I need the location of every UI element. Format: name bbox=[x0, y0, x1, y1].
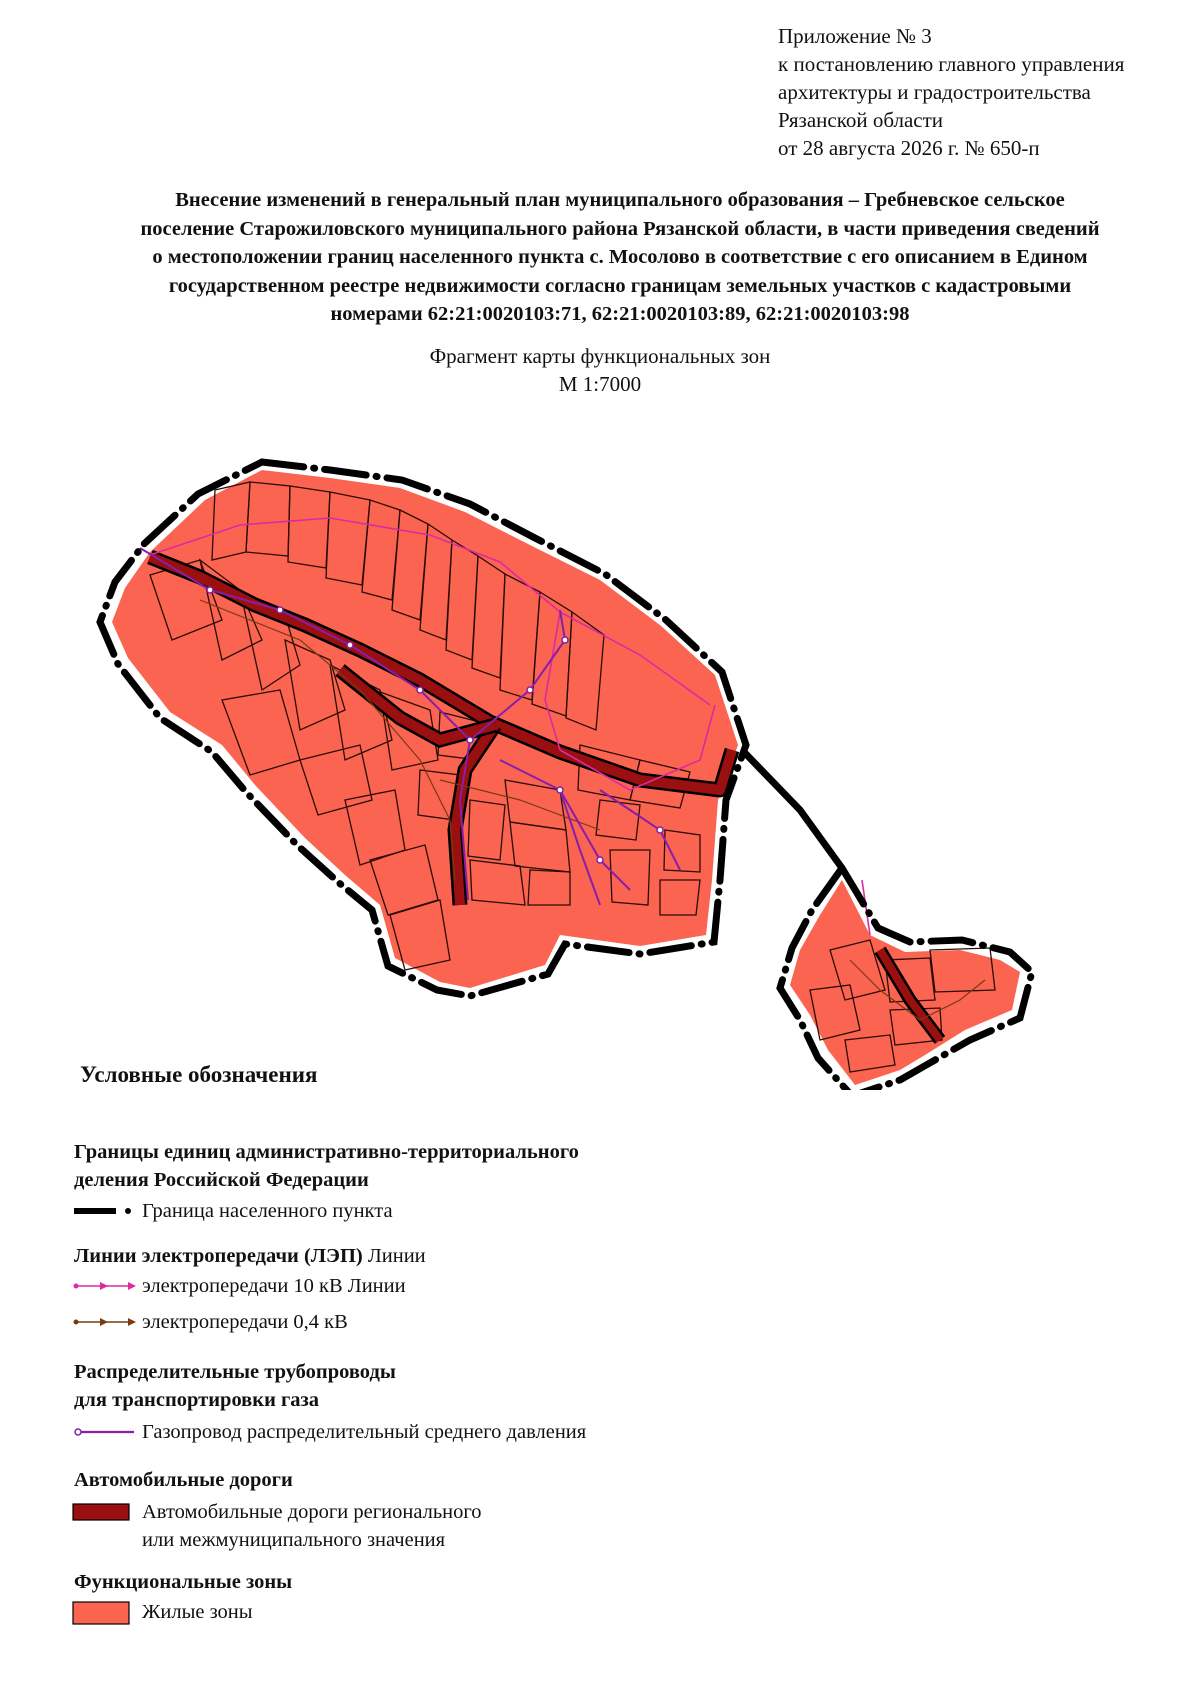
legend-boundary-label: Граница населенного пункта bbox=[142, 1200, 393, 1222]
title-line-1: Внесение изменений в генеральный план муниципального образования – Гребневское сельское bbox=[175, 189, 1065, 211]
legend-title: Условные обозначения bbox=[80, 1062, 318, 1087]
legend-admin-heading bbox=[74, 1138, 579, 1194]
legend-residential-zone-label: Жилые зоны bbox=[142, 1601, 253, 1623]
map-subtitle bbox=[300, 342, 900, 398]
legend-admin-heading-line-2: деления Российской Федерации bbox=[74, 1169, 369, 1191]
legend-power-04kv-symbol bbox=[72, 1313, 138, 1331]
legend-admin-heading-line-1: Границы единиц административно-территориального bbox=[74, 1141, 579, 1163]
legend-power-heading-bold: Линии электропередачи (ЛЭП) bbox=[74, 1245, 363, 1267]
legend-boundary-symbol bbox=[72, 1202, 138, 1220]
appendix-date-number: от 28 августа 2026 г. № 650-п bbox=[778, 136, 1040, 160]
legend-gas-symbol bbox=[72, 1423, 138, 1441]
legend-road-label bbox=[142, 1498, 482, 1554]
title-line-4: государственном реестре недвижимости согласно границам земельных участков с кадастровыми bbox=[168, 274, 1072, 297]
legend-road-label-line-1: Автомобильные дороги регионального bbox=[142, 1501, 482, 1523]
legend-gas-heading-line-1: Распределительные трубопроводы bbox=[74, 1361, 396, 1383]
title-line-3: о местоположении границ населенного пункта с. Мосолово в соответствие с его описанием в Едином bbox=[152, 246, 1088, 268]
legend-residential-zone-symbol bbox=[72, 1600, 132, 1626]
legend-power-heading bbox=[74, 1242, 426, 1270]
title-line-5: номерами 62:21:0020103:71, 62:21:0020103:89, 62:21:0020103:98 bbox=[330, 303, 910, 325]
legend-power-heading-tail: Линии bbox=[362, 1245, 426, 1267]
functional-zones-map bbox=[0, 430, 1200, 1090]
legend-zones-heading: Функциональные зоны bbox=[74, 1571, 293, 1593]
legend-roads-heading: Автомобильные дороги bbox=[74, 1469, 293, 1491]
boundary-connector bbox=[744, 752, 842, 868]
legend-gas-heading bbox=[74, 1358, 396, 1414]
legend-road-symbol bbox=[72, 1502, 132, 1524]
appendix-header bbox=[778, 22, 1188, 162]
appendix-line-3: архитектуры и градостроительства bbox=[778, 80, 1091, 104]
document-title bbox=[60, 186, 1180, 329]
legend-power-10kv-symbol bbox=[72, 1277, 138, 1295]
legend-power-04kv-label: электропередачи 0,4 кВ bbox=[142, 1311, 348, 1333]
map-scale: М 1:7000 bbox=[558, 372, 642, 396]
legend-gas-label: Газопровод распределительный среднего давления bbox=[142, 1421, 587, 1443]
legend-power-10kv-label: электропередачи 10 кВ Линии bbox=[142, 1275, 406, 1297]
legend-gas-heading-line-2: для транспортировки газа bbox=[74, 1389, 320, 1411]
legend-road-label-line-2: или межмуниципального значения bbox=[142, 1529, 446, 1551]
appendix-line-4: Рязанской области bbox=[778, 108, 944, 132]
appendix-number: Приложение № 3 bbox=[778, 24, 932, 48]
map-fragment-caption: Фрагмент карты функциональных зон bbox=[429, 344, 771, 368]
title-line-2: поселение Старожиловского муниципального района Рязанской области, в части приведения сведений bbox=[140, 217, 1100, 240]
appendix-line-2: к постановлению главного управления bbox=[778, 52, 1125, 76]
